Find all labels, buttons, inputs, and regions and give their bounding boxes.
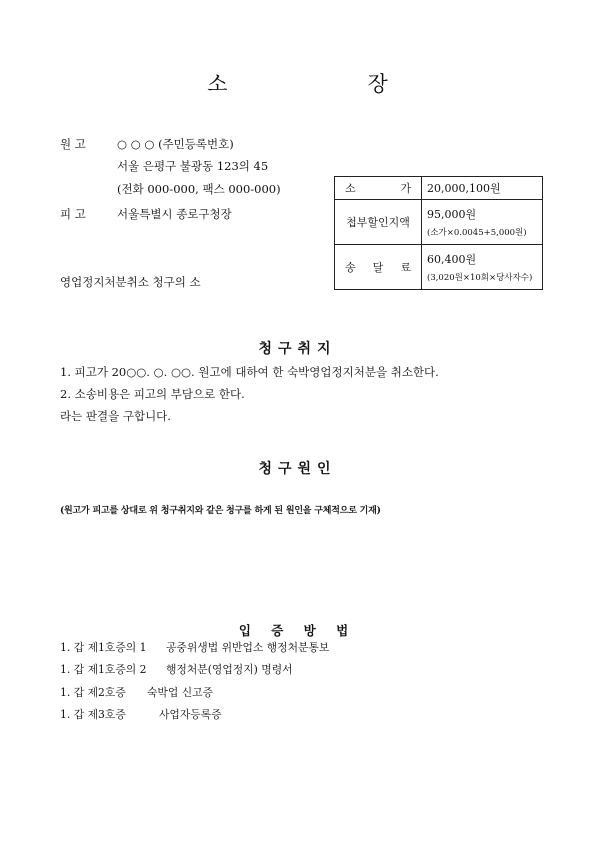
evidence-heading: 입 증 방 법 (238, 623, 357, 638)
fee-value: 95,000원 (427, 208, 477, 221)
fee-label-char: 송 (345, 261, 356, 274)
claim-purpose-line: 라는 판결을 구합니다. (60, 409, 171, 423)
title-left: 소 (207, 72, 228, 96)
claim-cause-heading: 청구원인 (258, 461, 337, 477)
fee-value: 60,400원 (427, 253, 477, 266)
evidence-item-no: 1. 갑 제2호증 (60, 686, 126, 699)
fee-label-char: 가 (400, 182, 411, 195)
evidence-item-desc: 행정처분(영업정지) 명령서 (166, 663, 293, 676)
fee-label: 첩부할인지액 (335, 200, 422, 245)
claim-cause-note: (원고가 피고를 상대로 위 청구취지와 같은 청구를 하게 된 원인을 구체적으로 기재) (60, 506, 381, 516)
claim-purpose-heading: 청구취지 (258, 341, 337, 357)
plaintiff-name: ○ ○ ○ (주민등록번호) (117, 137, 234, 151)
defendant-name: 서울특별시 종로구청장 (117, 207, 232, 221)
fee-formula: (소가×0.0045+5,000원) (427, 228, 527, 238)
fee-row-amount (335, 177, 543, 200)
fee-label-char: 달 (372, 261, 384, 274)
fee-row-stamp (335, 200, 543, 245)
fee-row-delivery (335, 245, 543, 290)
evidence-item-no: 1. 갑 제1호증의 2 (60, 663, 147, 676)
title-right: 장 (367, 72, 388, 96)
evidence-item-desc: 공중위생법 위반업소 행정처분통보 (166, 641, 330, 654)
plaintiff-contact: (전화 000-000, 팩스 000-000) (117, 182, 281, 196)
fee-value: 20,000,100원 (422, 177, 543, 200)
evidence-item-desc: 사업자등록증 (159, 708, 222, 721)
evidence-item-desc: 숙박업 신고증 (147, 686, 214, 699)
plaintiff-label: 원 고 (60, 137, 86, 151)
claim-purpose-line: 1. 피고가 20○○. ○. ○○. 원고에 대하여 한 숙박영업정지처분을 취소한다. (60, 365, 439, 379)
document-title (0, 68, 595, 98)
plaintiff-address: 서울 은평구 불광동 123의 45 (117, 159, 269, 173)
fee-label-char: 소 (345, 182, 356, 195)
fees-table (334, 176, 543, 290)
evidence-item-no: 1. 갑 제3호증 (60, 708, 126, 721)
fee-formula: (3,020원×10회×당사자수) (427, 273, 533, 283)
fee-label-char: 료 (400, 261, 411, 274)
evidence-item-no: 1. 갑 제1호증의 1 (60, 641, 147, 654)
defendant-label: 피 고 (60, 207, 86, 221)
claim-purpose-line: 2. 소송비용은 피고의 부담으로 한다. (60, 387, 245, 401)
case-name: 영업정지처분취소 청구의 소 (60, 275, 201, 289)
